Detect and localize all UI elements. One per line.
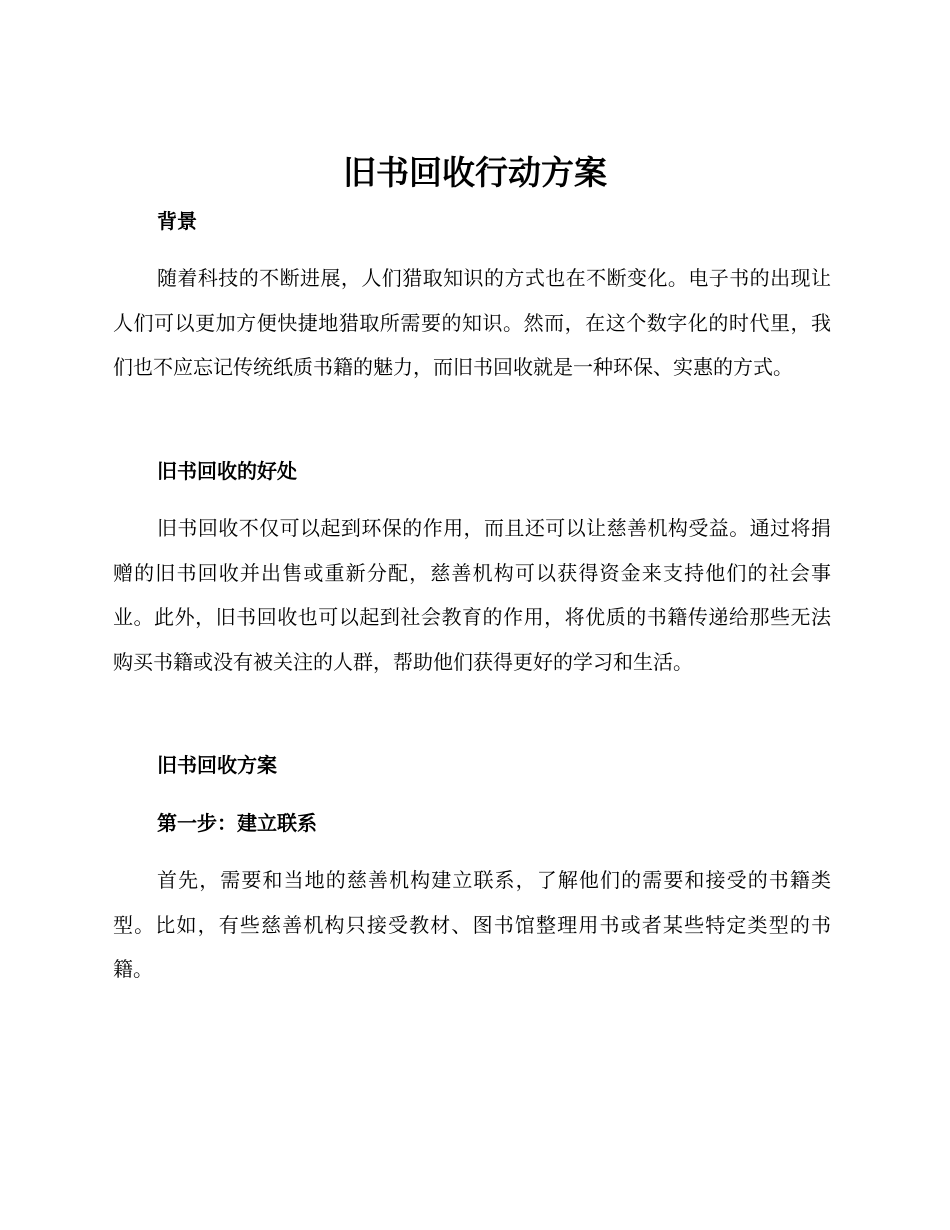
section-heading-step-one: 第一步：建立联系 [157, 811, 317, 835]
section-heading-background: 背景 [157, 209, 197, 233]
section-heading-benefits: 旧书回收的好处 [157, 459, 297, 483]
section-paragraph-step-one: 首先，需要和当地的慈善机构建立联系，了解他们的需要和接受的书籍类型。比如，有些慈善机构只接受教材、图书馆整理用书或者某些特定类型的书籍。 [113, 868, 831, 981]
section-paragraph-background: 随着科技的不断进展，人们猎取知识的方式也在不断变化。电子书的出现让人们可以更加方便快捷地猎取所需要的知识。然而，在这个数字化的时代里，我们也不应忘记传统纸质书籍的魅力，而旧书回收就是一种环保、实惠的方式。 [113, 266, 831, 379]
section-heading-plan: 旧书回收方案 [157, 753, 277, 777]
page-title: 旧书回收行动方案 [343, 153, 607, 192]
section-paragraph-benefits: 旧书回收不仅可以起到环保的作用，而且还可以让慈善机构受益。通过将捐赠的旧书回收并出售或重新分配，慈善机构可以获得资金来支持他们的社会事业。此外，旧书回收也可以起到社会教育的作用，将优质的书籍传递给那些无法购买书籍或没有被关注的人群，帮助他们获得更好的学习和生活。 [113, 516, 831, 674]
